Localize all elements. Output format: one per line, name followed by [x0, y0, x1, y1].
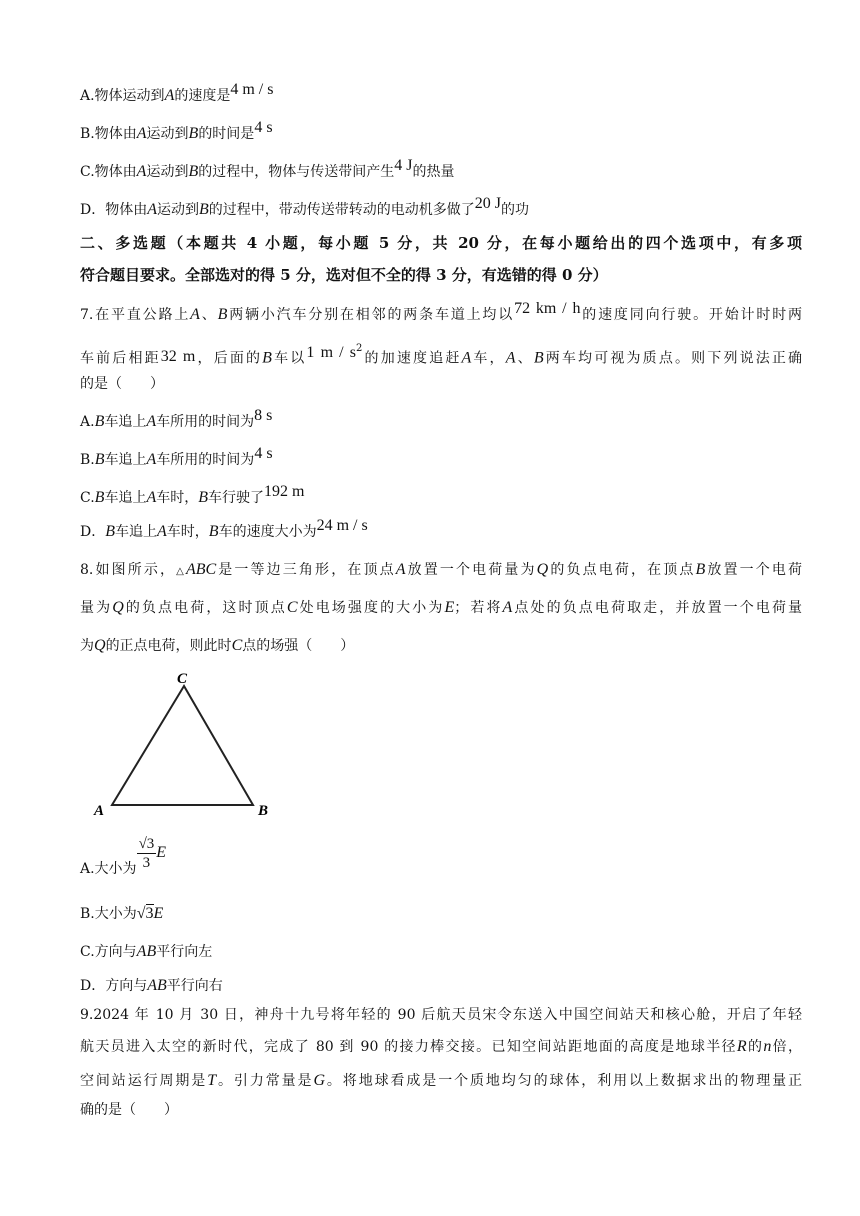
- q8-option-d: D．方向与AB平行向右: [80, 977, 223, 994]
- fraction: $\frac{√3}{3}$: [138, 835, 155, 871]
- q9-stem-line3: 空间站运行周期是T。引力常量是G。将地球看成是一个质地均匀的球体，利用以上数据求出的物理量正: [80, 1072, 803, 1089]
- q7-option-b: B.B车追上A车所用的时间为4 s: [80, 445, 273, 468]
- q6-option-b: B.物体由A运动到B的时间是4 s: [80, 119, 273, 142]
- section-heading-line2: 符合题目要求。全部选对的得 5 分，选对但不全的得 3 分，有选错的得 0 分）: [80, 266, 608, 284]
- vertex-label-c: C: [177, 671, 188, 687]
- q8-option-c: C.方向与AB平行向左: [80, 943, 213, 960]
- q7-option-a: A.B车追上A车所用的时间为8 s: [80, 407, 273, 430]
- q8-option-a: A.大小为 $\frac{√3}{3}$ E: [80, 835, 167, 877]
- sqrt-expression: √3: [136, 905, 154, 922]
- q7-stem-line1: 7.在平直公路上A、B两辆小汽车分别在相邻的两条车道上均以72 km / h的速度同向行驶。开始计时时两: [80, 300, 803, 323]
- q7-option-c: C.B车追上A车时，B车行驶了192 m: [80, 483, 305, 506]
- q9-stem-line1: 9.2024 年 10 月 30 日，神舟十九号将年轻的 90 后航天员宋令东送入中国空间站天和核心舱，开启了年轻: [80, 1007, 802, 1023]
- vertex-label-a: A: [94, 803, 105, 819]
- section-heading-line1: 二、多选题（本题共 4 小题，每小题 5 分，共 20 分，在每小题给出的四个选项中，有多项: [80, 234, 802, 252]
- q9-stem-line4: 确的是（ ）: [80, 1102, 178, 1118]
- q8-stem-line3: 为Q的正点电荷，则此时C点的场强（ ）: [80, 637, 355, 654]
- q6-option-a: A.物体运动到A的速度是4 m / s: [80, 81, 274, 104]
- q8-stem-line2: 量为Q的负点电荷，这时顶点C处电场强度的大小为E；若将A点处的负点电荷取走，并放置一个电荷量: [80, 599, 803, 616]
- q8-option-b: B.大小为√3E: [80, 905, 164, 922]
- q7-stem-line2: 车前后相距32 m，后面的B车以1 m / $s^2$的加速度追赶A车，A、B两车均可视为质点。则下列说法正确: [80, 343, 803, 367]
- triangle-figure: [88, 664, 288, 824]
- q7-stem-line3: 的是（ ）: [80, 376, 164, 392]
- q6-option-c: C.物体由A运动到B的过程中，物体与传送带间产生4 J的热量: [80, 157, 455, 180]
- q9-stem-line2: 航天员进入太空的新时代，完成了 80 到 90 的接力棒交接。已知空间站距地面的高度是地球半径R的n倍，: [80, 1038, 802, 1055]
- q6-option-d: D．物体由A运动到B的过程中，带动传送带转动的电动机多做了20 J的功: [80, 195, 530, 218]
- q8-stem-line1: 8.如图所示，△ABC是一等边三角形，在顶点A放置一个电荷量为Q的负点电荷，在顶点B放置一个电荷: [80, 561, 803, 578]
- q7-option-d: D．B车追上A车时，B车的速度大小为24 m / s: [80, 517, 368, 540]
- vertex-label-b: B: [258, 803, 269, 819]
- triangle-abc: [112, 686, 253, 805]
